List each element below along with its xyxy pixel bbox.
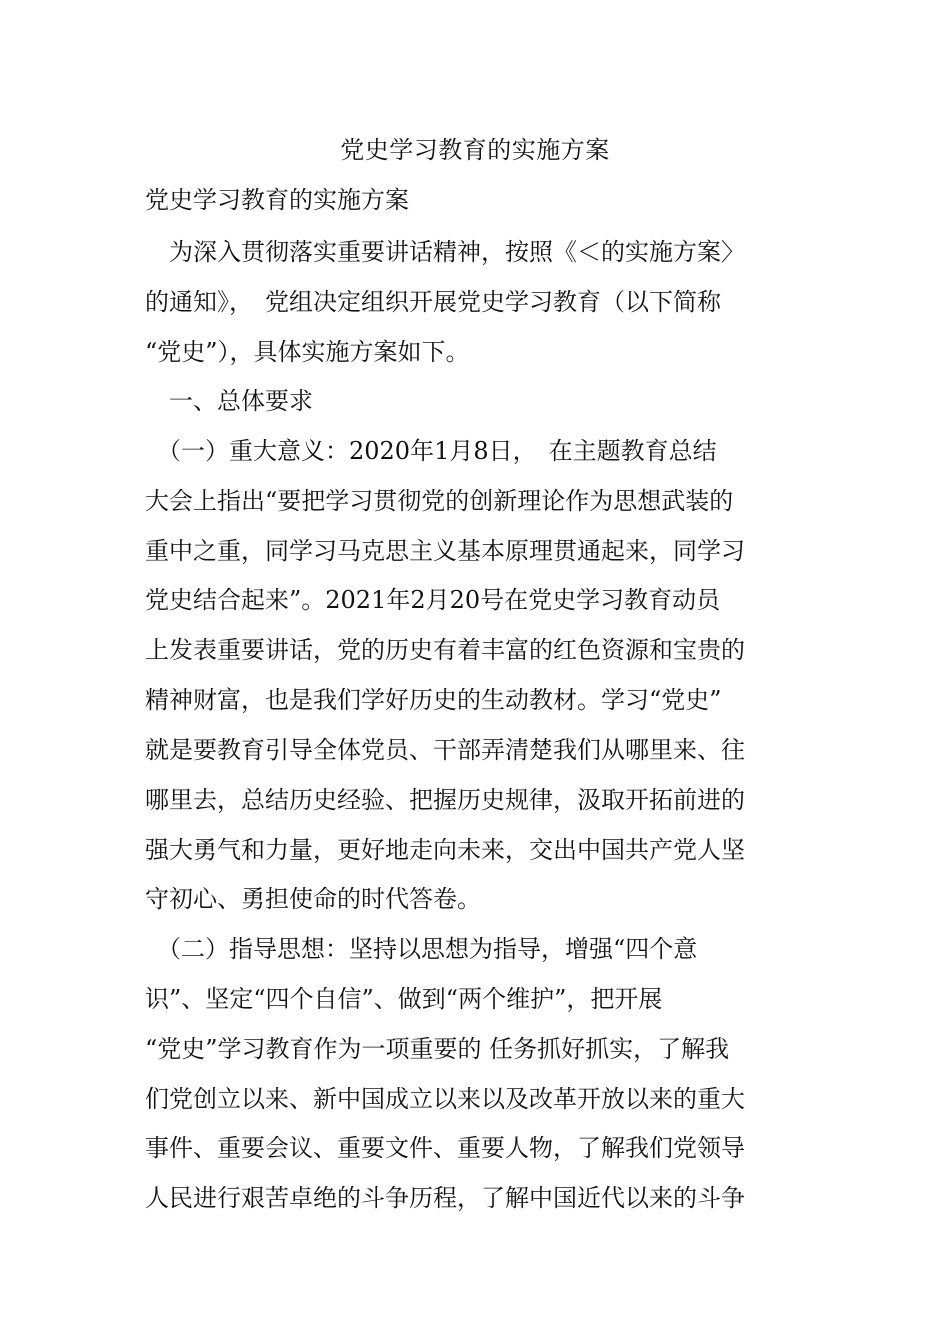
paragraph-line: 人民进行艰苦卓绝的斗争历程，了解中国近代以来的斗争	[145, 1184, 745, 1212]
section-heading: 一、总体要求	[145, 387, 313, 415]
paragraph-line: 党史结合起来”。2021年2月20号在党史学习教育动员	[145, 586, 721, 614]
paragraph-line: 们党创立以来、新中国成立以来以及改革开放以来的重大	[145, 1085, 745, 1113]
paragraph-line: 上发表重要讲话，党的历史有着丰富的红色资源和宝贵的	[145, 636, 745, 664]
paragraph-line: 重中之重，同学习马克思主义基本原理贯通起来，同学习	[145, 537, 745, 565]
paragraph-line: 识”、坚定“四个自信”、做到“两个维护”，把开展	[145, 985, 663, 1013]
paragraph-line: “党史”学习教育作为一项重要的 任务抓好抓实，了解我	[145, 1035, 730, 1063]
paragraph-line: 的通知》， 党组决定组织开展党史学习教育（以下简称	[145, 288, 721, 316]
document-title: 党史学习教育的实施方案	[340, 136, 610, 164]
paragraph-line: 为深入贯彻落实重要讲话精神，按照《＜的实施方案〉	[145, 238, 745, 266]
paragraph-line: 强大勇气和力量，更好地走向未来，交出中国共产党人坚	[145, 836, 745, 864]
document-subtitle: 党史学习教育的实施方案	[145, 186, 409, 214]
paragraph-line: （二）指导思想：坚持以思想为指导，增强“四个意	[145, 935, 698, 963]
paragraph-line: 大会上指出“要把学习贯彻党的创新理论作为思想武装的	[145, 487, 734, 515]
paragraph-line: （一）重大意义：2020年1月8日， 在主题教育总结	[145, 437, 717, 465]
paragraph-line: 精神财富，也是我们学好历史的生动教材。学习“党史”	[145, 686, 722, 714]
paragraph-line: 哪里去，总结历史经验、把握历史规律，汲取开拓前进的	[145, 786, 745, 814]
paragraph-line: 守初心、勇担使命的时代答卷。	[145, 885, 481, 913]
paragraph-line: 就是要教育引导全体党员、干部弄清楚我们从哪里来、往	[145, 736, 745, 764]
paragraph-line: 事件、重要会议、重要文件、重要人物，了解我们党领导	[145, 1134, 745, 1162]
paragraph-line: “党史”），具体实施方案如下。	[145, 338, 470, 366]
